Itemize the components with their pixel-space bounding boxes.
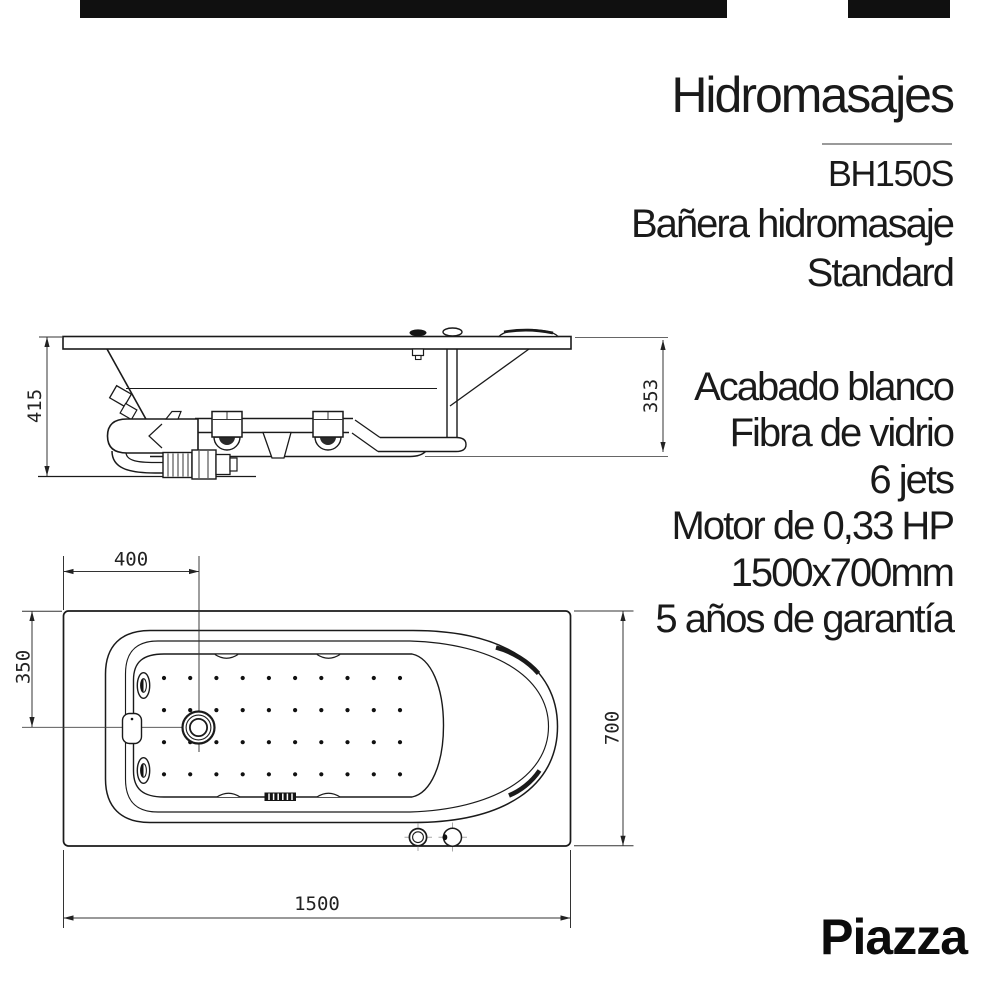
page-title: Hidromasajes [671,67,953,123]
spec-line-warranty: 5 años de garantía [655,597,953,642]
subtitle-line-2: Standard [806,251,953,295]
spec-line-motor: Motor de 0,33 HP [671,504,953,549]
spec-line-size: 1500x700mm [730,550,953,595]
dim-label-415: 415 [24,388,46,424]
spec-line-finish: Acabado blanco [694,365,953,409]
pipe-clamp [212,412,242,451]
jet-nozzle [137,758,149,784]
dim-label-350: 350 [12,649,35,685]
suction-grate [265,793,297,802]
rim-fitting-light [443,328,462,336]
pipe-clamp [313,412,343,451]
tub-rim-side [63,337,571,350]
dim-label-1500: 1500 [294,893,340,915]
suction-fitting [123,714,142,744]
top-view-drawing [13,549,634,929]
spec-line-jets: 6 jets [869,457,953,502]
tub-floor [134,654,444,797]
brand-logo: Piazza [820,909,967,965]
dim-label-353: 353 [640,378,662,414]
subtitle-line-1: Bañera hidromasaje [631,202,953,246]
model-code: BH150S [827,153,953,194]
rim-fitting-dark [410,329,427,336]
drain [183,712,215,744]
dim-label-400: 400 [113,548,149,571]
jet-nozzle [137,673,149,699]
dim-label-700: 700 [601,710,624,746]
spec-line-material: Fibra de vidrio [729,411,953,456]
side-view-drawing [24,328,668,479]
